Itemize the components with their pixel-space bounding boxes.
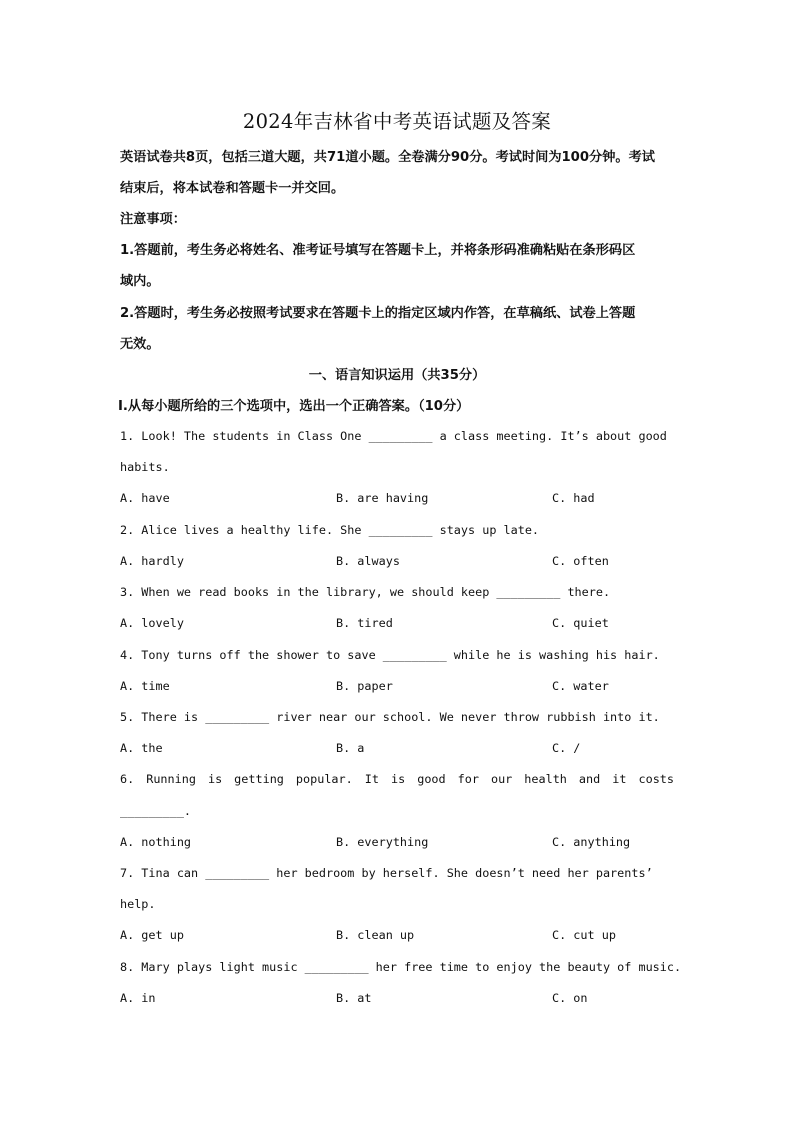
question-4-option-a: A. time bbox=[120, 679, 170, 693]
question-7-option-c: C. cut up bbox=[552, 928, 616, 942]
question-1-option-c: C. had bbox=[552, 491, 595, 505]
question-1-line-2: habits. bbox=[120, 460, 170, 474]
intro-line-2: 结束后，将本试卷和答题卡一并交回。 bbox=[120, 181, 345, 196]
page-title: 2024年吉林省中考英语试题及答案 bbox=[242, 110, 552, 133]
question-5-option-c: C. / bbox=[552, 741, 581, 755]
notes-heading: 注意事项： bbox=[120, 212, 186, 227]
question-1-option-a: A. have bbox=[120, 491, 170, 505]
question-8-option-a: A. in bbox=[120, 991, 156, 1005]
question-2-option-c: C. often bbox=[552, 554, 609, 568]
question-4-line-1: 4. Tony turns off the shower to save _________ while he is washing his hair. bbox=[120, 648, 660, 662]
question-5-option-b: B. a bbox=[336, 741, 365, 755]
question-3-option-c: C. quiet bbox=[552, 616, 609, 630]
question-8-option-c: C. on bbox=[552, 991, 588, 1005]
question-4-option-c: C. water bbox=[552, 679, 609, 693]
question-5-option-a: A. the bbox=[120, 741, 163, 755]
question-2-line-1: 2. Alice lives a healthy life. She _________ stays up late. bbox=[120, 523, 540, 537]
question-5-line-1: 5. There is _________ river near our school. We never throw rubbish into it. bbox=[120, 710, 660, 724]
question-7-option-a: A. get up bbox=[120, 928, 184, 942]
question-1-option-b: B. are having bbox=[336, 491, 429, 505]
part-heading: Ⅰ.从每小题所给的三个选项中，选出一个正确答案。（10分） bbox=[118, 399, 470, 414]
question-4-option-b: B. paper bbox=[336, 679, 393, 693]
question-3-option-b: B. tired bbox=[336, 616, 393, 630]
question-2-option-a: A. hardly bbox=[120, 554, 184, 568]
note-2-line-2: 无效。 bbox=[120, 337, 160, 352]
question-7-option-b: B. clean up bbox=[336, 928, 415, 942]
note-2-line-1: 2.答题时，考生务必按照考试要求在答题卡上的指定区域内作答，在草稿纸、试卷上答题 bbox=[120, 306, 636, 321]
question-6-line-2: _________. bbox=[120, 804, 192, 818]
question-7-line-1: 7. Tina can _________ her bedroom by herself. She doesn’t need her parents’ bbox=[120, 866, 653, 880]
section-heading: 一、语言知识运用（共35分） bbox=[308, 368, 486, 383]
note-1-line-2: 域内。 bbox=[120, 274, 160, 289]
question-8-line-1: 8. Mary plays light music _________ her free time to enjoy the beauty of music. bbox=[120, 960, 682, 974]
question-6-option-b: B. everything bbox=[336, 835, 429, 849]
question-3-line-1: 3. When we read books in the library, we should keep _________ there. bbox=[120, 585, 611, 599]
question-8-option-b: B. at bbox=[336, 991, 372, 1005]
question-6-option-a: A. nothing bbox=[120, 835, 192, 849]
question-3-option-a: A. lovely bbox=[120, 616, 184, 630]
note-1-line-1: 1.答题前，考生务必将姓名、准考证号填写在答题卡上，并将条形码准确粘贴在条形码区 bbox=[120, 243, 636, 258]
question-7-line-2: help. bbox=[120, 897, 156, 911]
question-2-option-b: B. always bbox=[336, 554, 400, 568]
question-6-option-c: C. anything bbox=[552, 835, 631, 849]
intro-line-1: 英语试卷共8页，包括三道大题，共71道小题。全卷满分90分。考试时间为100分钟。考试 bbox=[120, 150, 655, 165]
question-6-line-1: 6. Running is getting popular. It is good for our health and it costs bbox=[120, 772, 674, 786]
question-1-line-1: 1. Look! The students in Class One _________ a class meeting. It’s about good bbox=[120, 429, 667, 443]
